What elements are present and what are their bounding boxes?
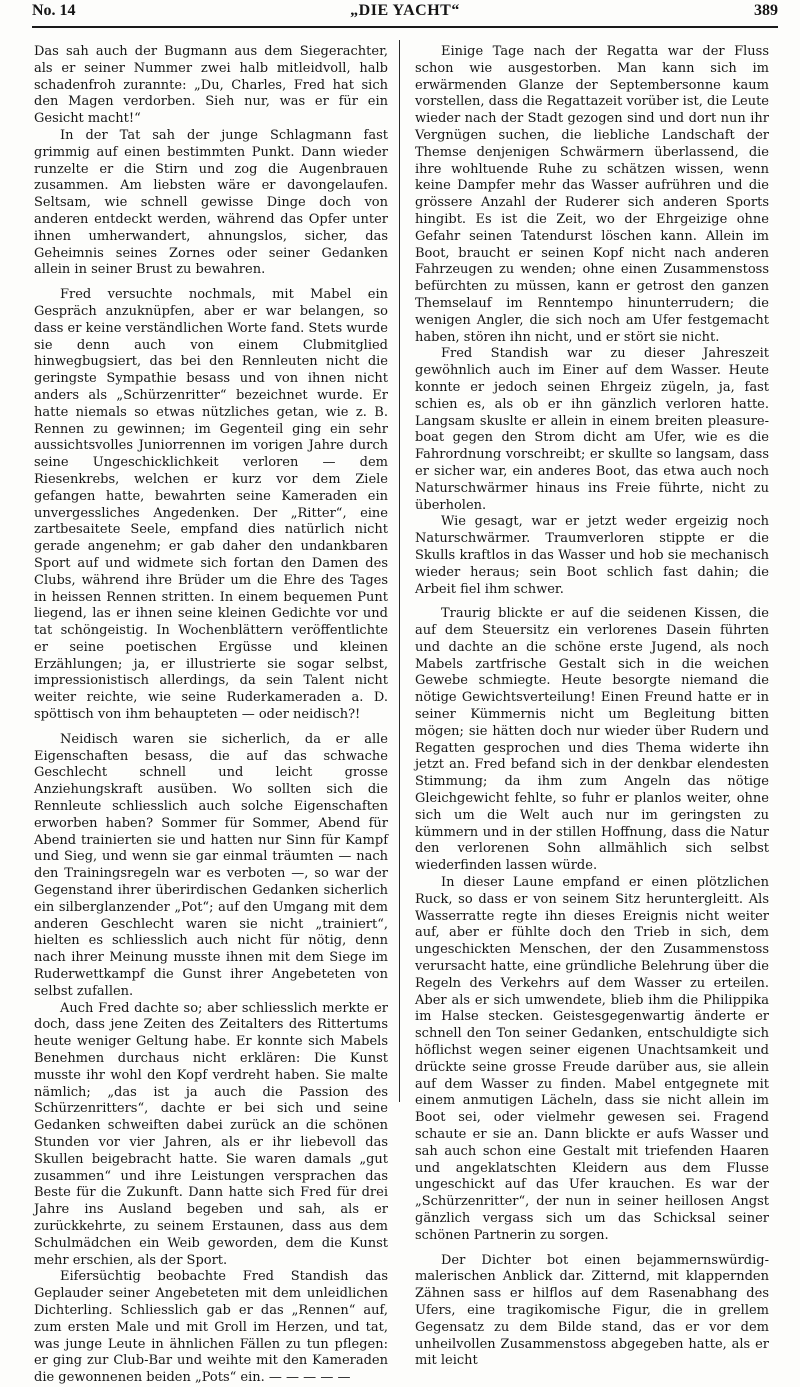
column-divider xyxy=(399,40,400,1102)
paragraph: In dieser Laune empfand er einen plötzlichen Ruck, so dass er von seinem Sitz heruntergleitt. Als Wasserratte regte ihn dieses Ereignis nicht weiter auf, aber er fühlte doch den Trieb in sich, dem ungeschickten Menschen, der den Zusammenstoss verursacht hatte, eine gründliche Belehrung über die Regeln des Verkehrs auf dem Wasser zu erteilen. Aber als er sich umwendete, blieb ihm die Philippika im Halse stecken. Geistesgegenwartig änderte er schnell den Ton seiner Gedanken, entschuldigte sich höflichst wegen seiner eigenen Unachtsamkeit und drückte seine grosse Freude darüber aus, sie allein auf dem Wasser zu finden. Mabel entgegnete mit einem anmutigen Lächeln, dass sie nicht allein im Boot sei, oder vielmehr gewesen sei. Fragend schaute er sie an. Dann blickte er aufs Wasser und sah auch schon eine Gestalt mit triefenden Haaren und angeklatschten Kleidern aus dem Flusse ungeschickt auf das Ufer krauchen. Es war der „Schürzenritter“, der nun in seiner heillosen Angst gänzlich vergass sich um das Schicksal seiner schönen Partnerin zu sorgen. xyxy=(415,875,769,1243)
header-rule xyxy=(32,26,778,28)
right-column xyxy=(415,44,769,1370)
paragraph: Fred versuchte nochmals, mit Mabel ein Gespräch anzuknüpfen, aber er war belangen, so dass er keine verständlichen Worte fand. Stets wurde sie denn auch von einem Clubmitglied hinwegbugsiert, das bei den Rennleuten nicht die geringste Sympathie besass und von ihnen nicht anders als „Schürzenritter“ bezeichnet wurde. Er hatte niemals so etwas nützliches getan, wie z. B. Rennen zu gewinnen; im Gegenteil ging ein sehr aussichtsvolles Juniorrennen im vorigen Jahre durch seine Ungeschicklichkeit verloren — dem Riesenkrebs, welchen er kurz vor dem Ziele gefangen hatte, bewahrten seine Kameraden ein unvergessliches Angedenken. Der „Ritter“, eine zartbesaitete Seele, empfand dies natürlich nicht gerade angenehm; er gab daher den undankbaren Sport auf und widmete sich fortan den Damen des Clubs, während ihre Brüder um die Ehre des Tages in heissen Rennen stritten. In einem bequemen Punt liegend, las er ihnen seine kleinen Gedichte vor und tat schöngeistig. In Wochenblättern veröffentlichte er seine poetischen Ergüsse und kleinen Erzählungen; ja, er illustrierte sie sogar selbst, impressionistisch allerdings, da sein Talent nicht weiter reichte, wie seine Ruderkameraden a. D. spöttisch von ihm behaupteten — oder neidisch?! xyxy=(34,287,388,723)
paragraph: In der Tat sah der junge Schlagmann fast grimmig auf einen bestimmten Punkt. Dann wieder runzelte er die Stirn und zog die Augenbrauen zusammen. Am liebsten wäre er davongelaufen. Seltsam, wie schnell gewisse Dinge doch von anderen entdeckt werden, während das Opfer unter ihnen umherwandert, ahnungslos, sicher, das Geheimnis seines Zornes oder seiner Gedanken allein in seiner Brust zu bewahren. xyxy=(34,127,388,278)
page-number: 389 xyxy=(754,2,778,19)
paragraph: Neidisch waren sie sicherlich, da er alle Eigenschaften besass, die auf das schwache Geschlecht schnell und leicht grosse Anziehungskraft ausüben. Wo sollten sich die Rennleute schliesslich auch solche Eigenschaften erworben haben? Sommer für Sommer, Abend für Abend trainierten sie und hatten nur Sinn für Kampf und Sieg, und wenn sie gar einmal träumten — nach den Trainingsregeln war es verboten —, so war der Gegenstand ihrer überirdischen Gedanken sicherlich ein silberglanzender „Pot“; auf den Umgang mit dem anderen Geschlecht waren sie nicht „trainiert“, hielten es schliesslich auch nicht für nötig, denn nach ihrer Meinung musste ihnen mit dem Siege im Ruderwettkampf die Gunst ihrer Angebeteten von selbst zufallen. xyxy=(34,731,388,999)
paragraph: Wie gesagt, war er jetzt weder ergeizig noch Naturschwärmer. Traumverloren stippte er die Skulls kraftlos in das Wasser und hob sie mechanisch wieder heraus; sein Boot schlich fast dahin; die Arbeit fiel ihm schwer. xyxy=(415,514,769,597)
left-column xyxy=(34,44,388,1387)
paragraph: Traurig blickte er auf die seidenen Kissen, die auf dem Steuersitz ein verlorenes Dasein führten und dachte an die schöne erste Jugend, als noch Mabels zartfrische Gestalt sich in die weichen Gewebe schmiegte. Heute besorgte niemand die nötige Gewichtsverteilung! Einen Freund hatte er in seiner Kümmernis nicht um Begleitung bitten mögen; sie hätten doch nur wieder über Rudern und Regatten gesprochen und dies Thema widerte ihn jetzt an. Fred befand sich in der denkbar elendesten Stimmung; da ihm zum Angeln das nötige Gleichgewicht fehlte, so fuhr er planlos weiter, ohne sich um die Welt auch nur im geringsten zu kümmern und in der stillen Hoffnung, dass die Natur den verlorenen Sohn allmählich sich selbst wiederfinden lassen würde. xyxy=(415,606,769,874)
journal-title: „DIE YACHT“ xyxy=(350,2,460,19)
issue-number: No. 14 xyxy=(32,2,76,19)
paragraph: Auch Fred dachte so; aber schliesslich merkte er doch, dass jene Zeiten des Zeitalters des Rittertums heute weniger Geltung habe. Er konnte sich Mabels Benehmen durchaus nicht erklären: Die Kunst musste ihr wohl den Kopf verdreht haben. Sie malte nämlich; „das ist ja auch die Passion des Schürzenritters“, dachte er bei sich und seine Gedanken schweiften dabei zurück an die schönen Stunden vor vier Jahren, als er ihr liebevoll das Skullen beigebracht hatte. Sie waren damals „gut zusammen“ und ihre Leistungen versprachen das Beste für die Zukunft. Dann hatte sich Fred für drei Jahre ins Ausland begeben und sah, als er zurückkehrte, zu seinem Erstaunen, dass aus dem Schulmädchen ein Weib geworden, dem die Kunst mehr erschien, als der Sport. xyxy=(34,1000,388,1268)
paragraph: Fred Standish war zu dieser Jahreszeit gewöhnlich auch im Einer auf dem Wasser. Heute konnte er jedoch seinen Ehrgeiz zügeln, ja, fast schien es, als ob er ihn gänzlich verloren hatte. Langsam skuslte er allein in einem breiten pleasure-boat gegen den Strom dicht am Ufer, wie es die Fahrordnung vorschreibt; er skullte so langsam, dass er sicher war, ein anderes Boot, das etwa auch noch Naturschwärmer hinaus ins Freie führte, nicht zu überholen. xyxy=(415,346,769,513)
page-header xyxy=(32,2,778,26)
paragraph: Eifersüchtig beobachte Fred Standish das Geplauder seiner Angebeteten mit dem unleidlichen Dichterling. Schliesslich gab er das „Rennen“ auf, zum ersten Male und mit Groll im Herzen, und tat, was junge Leute in ähnlichen Fällen zu tun pflegen: er ging zur Club-Bar und weihte mit den Kameraden die gewonnenen beiden „Pots“ ein. — — — — — xyxy=(34,1269,388,1386)
paragraph: Einige Tage nach der Regatta war der Fluss schon wie ausgestorben. Man kann sich im erwärmenden Glanze der Septembersonne kaum vorstellen, dass die Regattazeit vorüber ist, die Leute wieder nach der Stadt gezogen sind und dort nun ihr Vergnügen suchen, die liebliche Landschaft der Themse denjenigen Schwärmern überlassend, die ihre wohltuende Ruhe zu schätzen wissen, wenn keine Dampfer mehr das Wasser aufrühren und die grössere Anzahl der Ruderer sich anderen Sports hingibt. Es ist die Zeit, wo der Ehrgeizige ohne Gefahr seinen Tatendurst löschen kann. Allein im Boot, braucht er seinen Kopf nicht nach anderen Fahrzeugen zu wenden; ohne einen Zusammenstoss befürchten zu müssen, kann er getrost den ganzen Themselauf im Renntempo hinunterrudern; die wenigen Angler, die sich noch am Ufer festgemacht haben, stören ihn nicht, und er stört sie nicht. xyxy=(415,44,769,345)
paragraph: Das sah auch der Bugmann aus dem Siegerachter, als er seiner Nummer zwei halb mitleidvoll, halb schadenfroh zurannte: „Du, Charles, Fred hat sich den Magen verdorben. Sieh nur, was er für ein Gesicht macht!“ xyxy=(34,44,388,127)
paragraph: Der Dichter bot einen bejammernswürdig-malerischen Anblick dar. Zitternd, mit klappernden Zähnen sass er hilflos auf dem Rasenabhang des Ufers, eine tragikomische Figur, die in grellem Gegensatz zu dem Bilde stand, das er vor dem unheilvollen Zusammenstoss abgegeben hatte, als er mit leicht xyxy=(415,1252,769,1369)
